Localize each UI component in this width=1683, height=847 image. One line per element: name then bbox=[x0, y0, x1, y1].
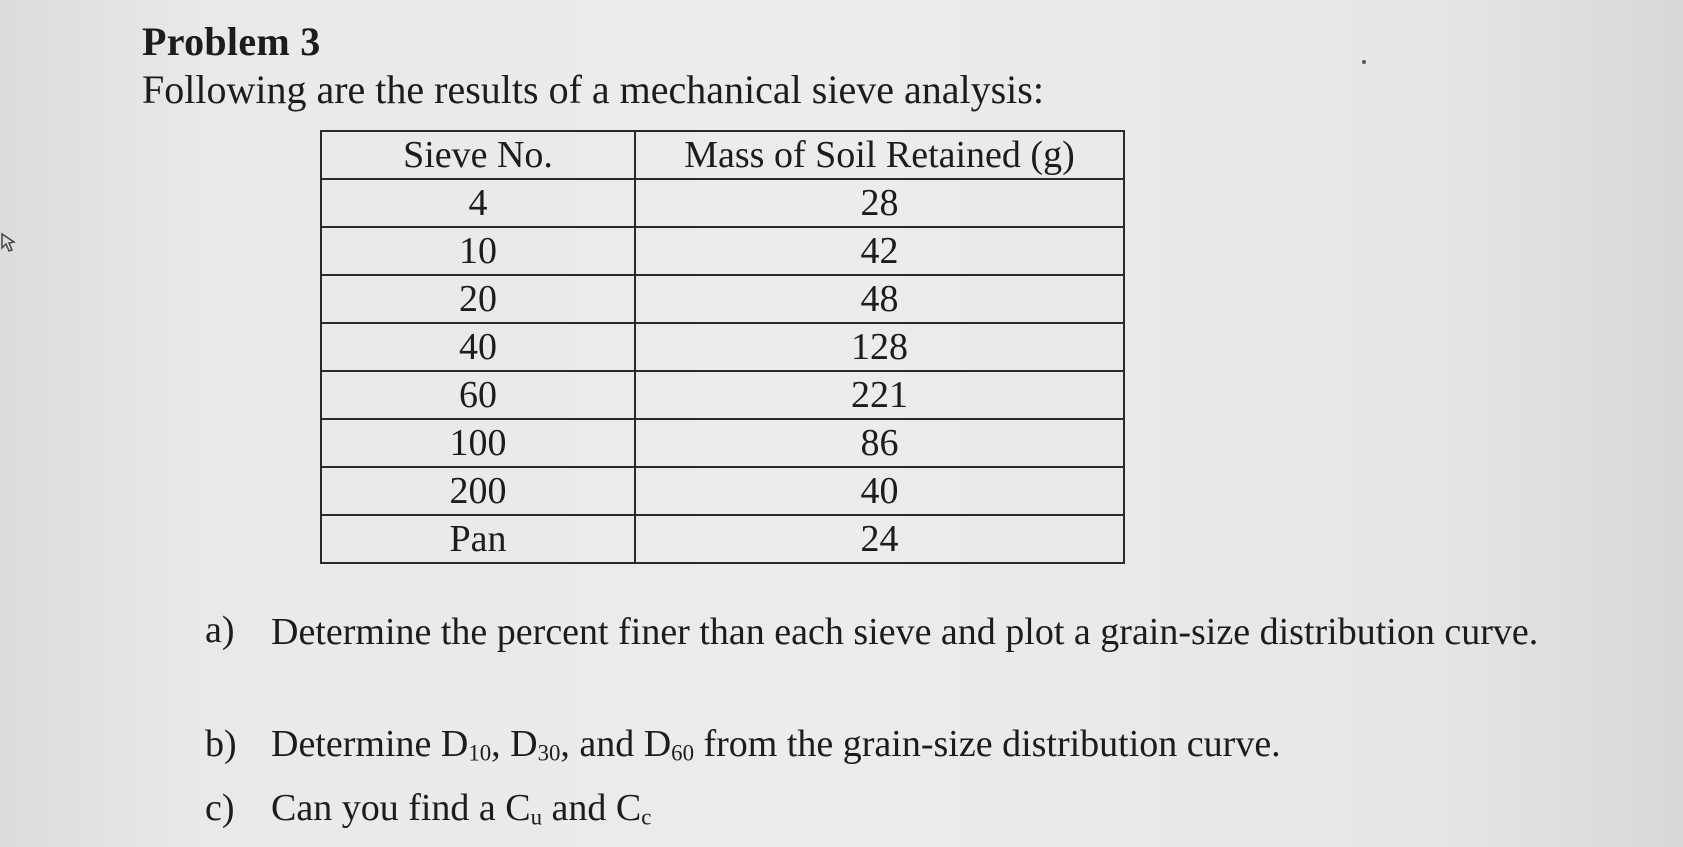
table-row bbox=[321, 515, 1124, 563]
table-row bbox=[321, 275, 1124, 323]
question-b-text-part: , D bbox=[491, 723, 538, 765]
cell-mass: 42 bbox=[635, 227, 1124, 275]
cell-mass: 221 bbox=[635, 371, 1124, 419]
table-row bbox=[321, 227, 1124, 275]
table-row bbox=[321, 323, 1124, 371]
question-c bbox=[205, 786, 651, 831]
cell-sieve: 20 bbox=[321, 275, 635, 323]
question-b-text-part: from the grain-size distribution curve. bbox=[693, 723, 1281, 765]
cell-mass: 128 bbox=[635, 323, 1124, 371]
header-mass-retained: Mass of Soil Retained (g) bbox=[635, 131, 1124, 179]
cell-mass: 24 bbox=[635, 515, 1124, 563]
question-b-text-part: , and D bbox=[560, 723, 672, 765]
question-b-text bbox=[271, 723, 1281, 765]
cell-sieve: 100 bbox=[321, 419, 635, 467]
table-header-row bbox=[321, 131, 1124, 179]
cell-mass: 28 bbox=[635, 179, 1124, 227]
sieve-analysis-table bbox=[320, 130, 1125, 564]
table-row bbox=[321, 371, 1124, 419]
d60-subscript: 60 bbox=[671, 740, 694, 766]
cu-subscript: u bbox=[530, 804, 543, 830]
header-sieve-no: Sieve No. bbox=[321, 131, 635, 179]
screen-speck bbox=[1362, 60, 1366, 64]
d10-subscript: 10 bbox=[468, 740, 492, 766]
cell-sieve: 10 bbox=[321, 227, 635, 275]
table-row bbox=[321, 179, 1124, 227]
question-c-text-part: Can you find a C bbox=[271, 787, 531, 829]
table-row bbox=[321, 467, 1124, 515]
question-b bbox=[205, 722, 1281, 767]
cell-mass: 48 bbox=[635, 275, 1124, 323]
cell-mass: 86 bbox=[635, 419, 1124, 467]
cell-sieve: 60 bbox=[321, 371, 635, 419]
question-a-text: Determine the percent finer than each sieve and plot a grain-size distribution curve. bbox=[271, 611, 1539, 653]
cc-subscript: c bbox=[641, 804, 652, 830]
question-b-letter: b) bbox=[205, 723, 237, 765]
table-row bbox=[321, 419, 1124, 467]
question-a bbox=[205, 608, 1538, 656]
sieve-table-container bbox=[320, 130, 1125, 564]
problem-title: Problem 3 bbox=[142, 19, 321, 64]
cell-sieve: Pan bbox=[321, 515, 635, 563]
cell-sieve: 40 bbox=[321, 323, 635, 371]
cell-mass: 40 bbox=[635, 467, 1124, 515]
question-c-letter: c) bbox=[205, 787, 235, 829]
question-c-text bbox=[271, 787, 651, 829]
question-a-letter: a) bbox=[205, 609, 235, 651]
cell-sieve: 200 bbox=[321, 467, 635, 515]
d30-subscript: 30 bbox=[537, 740, 561, 766]
question-c-text-part: and C bbox=[542, 787, 642, 829]
problem-intro: Following are the results of a mechanical sieve analysis: bbox=[142, 67, 1044, 112]
question-b-text-part: Determine D bbox=[271, 723, 469, 765]
cell-sieve: 4 bbox=[321, 179, 635, 227]
mouse-pointer-icon bbox=[0, 232, 20, 256]
